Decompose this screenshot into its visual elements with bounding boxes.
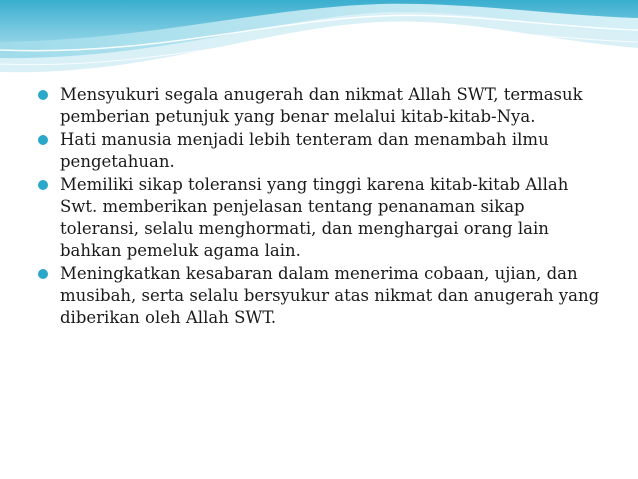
bullet-dot-icon <box>38 180 48 190</box>
bullet-text: Hati manusia menjadi lebih tenteram dan menambah ilmu pengetahuan. <box>60 130 549 171</box>
bullet-item-4 <box>34 263 604 329</box>
bullet-list <box>34 84 604 329</box>
bullet-item-1 <box>34 84 604 128</box>
bullet-dot-icon <box>38 90 48 100</box>
bullet-text: Mensyukuri segala anugerah dan nikmat Allah SWT, termasuk pemberian petunjuk yang benar melalui kitab-kitab-Nya. <box>60 85 583 126</box>
bullet-dot-icon <box>38 269 48 279</box>
content-area <box>34 84 604 330</box>
bullet-item-2 <box>34 129 604 173</box>
bullet-text: Meningkatkan kesabaran dalam menerima cobaan, ujian, dan musibah, serta selalu bersyukur atas nikmat dan anugerah yang diberikan oleh Allah SWT. <box>60 264 600 327</box>
bullet-dot-icon <box>38 135 48 145</box>
bullet-text: Memiliki sikap toleransi yang tinggi karena kitab-kitab Allah Swt. memberikan penjelasan tentang penanaman sikap toleransi, selalu menghormati, dan menghargai orang lain bahkan pemeluk agama lain. <box>60 175 569 260</box>
bullet-item-3 <box>34 174 604 262</box>
wave-header-decoration <box>0 0 638 80</box>
